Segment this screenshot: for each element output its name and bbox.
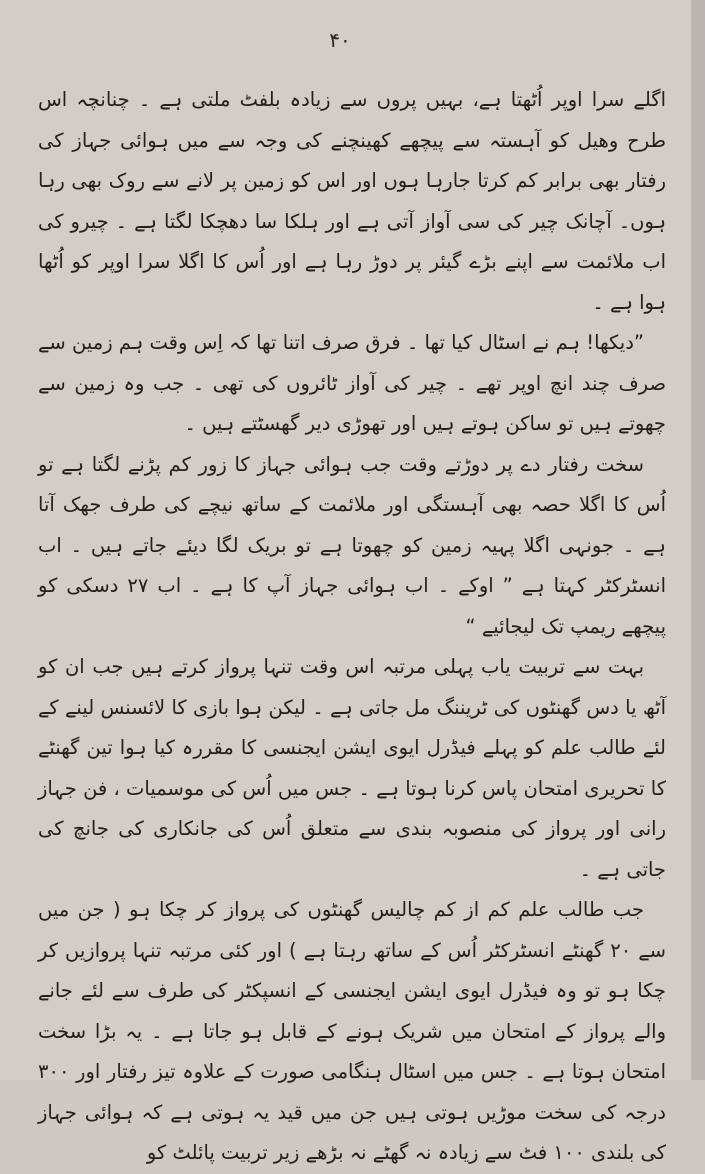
- paragraph: ”دیکھا! ہم نے اسٹال کیا تھا ۔ فرق صرف اتنا تھا کہ اِس وقت ہم زمین سے صرف چند انچ اوپر تھے ۔ چیر کی آواز ٹائروں کی تھی ۔ جب وہ زمین سے چھوتے ہیں تو ساکن ہوتے ہیں اور تھوڑی دیر گھسٹتے ہیں ۔: [38, 331, 666, 435]
- paragraph: سخت رفتار دے پر دوڑتے وقت جب ہوائی جہاز کا زور کم پڑنے لگتا ہے تو اُس کا اگلا حصہ بھی آہستگی اور ملائمت کے ساتھ نیچے کی طرف جھک آتا ہے ۔ جونہی اگلا پہیہ زمین کو چھوتا ہے تو بریک لگا دیئے جاتے ہیں ۔ اب انسٹرکٹر کہتا ہے ” اوکے ۔ اب ہوائی جہاز آپ کا ہے ۔ اب ۲۷ دسکی کو پیچھے ریمپ تک لیجائیے “: [38, 452, 666, 638]
- paragraph: جب طالب علم کم از کم چالیس گھنٹوں کی پرواز کر چکا ہو ( جن میں سے ۲۰ گھنٹے انسٹرکٹر اُس کے ساتھ رہتا ہے ) اور کئی مرتبہ تنہا پروازیں کر چکا ہو تو وہ فیڈرل ایوی ایشن ایجنسی کے انسپکٹر کی طرف سے لئے جانے والے پرواز کے امتحان میں شریک ہونے کے قابل ہو جاتا ہے ۔ یہ بڑا سخت امتحان ہوتا ہے ۔ جس میں اسٹال ہنگامی صورت کے علاوہ تیز رفتار اور ۳۰۰ درجہ کی سخت موڑیں ہوتی ہیں جن میں قید یہ ہوتی ہے کہ ہوائی جہاز کی بلندی ۱۰۰ فٹ سے زیادہ نہ گھٹے نہ بڑھے زیر تربیت پائلٹ کو: [38, 898, 667, 1164]
- body-text: [38, 80, 666, 1174]
- paragraph: بہت سے تربیت یاب پہلی مرتبہ اس وقت تنہا پرواز کرتے ہیں جب ان کو آٹھ یا دس گھنٹوں کی ٹریننگ مل جاتی ہے ۔ لیکن ہوا بازی کا لائسنس لینے کے لئے طالب علم کو پہلے فیڈرل ایوی ایشن ایجنسی کا مقررہ کیا ہوا تین گھنٹے کا تحریری امتحان پاس کرنا ہوتا ہے ۔ جس میں اُس کی موسمیات ، فن جہاز رانی اور پرواز کی منصوبہ بندی سے متعلق اُس کی جانکاری کی جانچ کی جاتی ہے ۔: [38, 655, 666, 881]
- paragraph: اگلے سرا اوپر اُٹھتا ہے، بہیں پروں سے زیادہ بلفٹ ملتی ہے ۔ چنانچہ اس طرح وھیل کو آہستہ سے پیچھے کھینچنے کی وجہ سے میں ہوائی جہاز کی رفتار بھی برابر کم کرتا جارہا ہوں اور اس کو زمین پر لانے سے روک بھی رہا ہوں۔ آچانک چیر کی سی آواز آتی ہے اور ہلکا سا دھچکا لگتا ہے ۔ چیرو کی اب ملائمت سے اپنے بڑے گیئر پر دوڑ رہا ہے اور اُس کا اگلا سرا اوپر کو اُٹھا ہوا ہے ۔: [38, 88, 666, 314]
- page-number: ۴۰: [329, 28, 351, 52]
